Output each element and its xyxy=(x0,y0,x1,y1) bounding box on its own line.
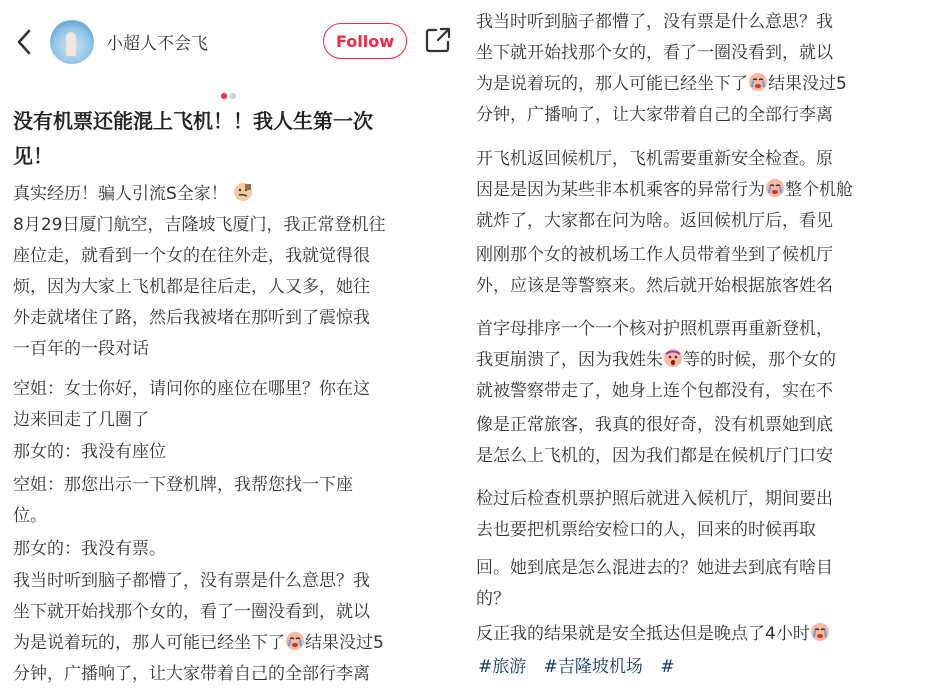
hashtag-list xyxy=(478,652,687,677)
text-line: 检过后检查机票护照后就进入候机厅，期间要出 xyxy=(476,489,833,509)
avatar[interactable] xyxy=(50,20,94,64)
text-line: 坐下就开始找那个女的，看了一圈没看到，就以 xyxy=(13,602,370,622)
text-line: 为是说着玩的，那人可能已经坐下了 结果没过5 xyxy=(13,633,384,653)
text-line: 坐下就开始找那个女的，看了一圈没看到，就以 xyxy=(476,43,833,63)
text-line: 座位走，就看到一个女的在往外走，我就觉得很 xyxy=(13,246,370,266)
text-line: 像是正常旅客，我真的很好奇，没有机票她到底 xyxy=(476,415,833,435)
text-line: 去也要把机票给安检口的人，回来的时候再取 xyxy=(476,520,816,540)
text-line: 为是说着玩的，那人可能已经坐下了 结果没过5 xyxy=(476,74,847,94)
crying-emoji-icon xyxy=(748,72,768,92)
carousel-indicator xyxy=(221,84,239,92)
crying-emoji-icon xyxy=(765,178,785,198)
text-line: 我当时听到脑子都懵了，没有票是什么意思？我 xyxy=(13,571,370,591)
text-line: 反正我的结果就是安全抵达但是晚点了4小时 xyxy=(476,619,830,650)
text-line: 那女的：我没有座位 xyxy=(13,442,166,462)
text-line: 位。 xyxy=(13,506,47,526)
text-line: 首字母排序一个一个核对护照机票再重新登机， xyxy=(476,319,833,339)
text-line: 边来回走了几圈了 xyxy=(13,410,149,430)
text-line: 我更崩溃了，因为我姓朱 等的时候，那个女的 xyxy=(476,350,836,370)
scream-emoji-icon xyxy=(663,348,683,368)
text-line: 刚刚那个女的被机场工作人员带着坐到了候机厅 xyxy=(476,245,833,265)
hashtag-kl-airport[interactable]: #吉隆坡机场 xyxy=(543,657,643,677)
hashtag-empty[interactable]: # xyxy=(660,657,675,677)
follow-button[interactable]: Follow xyxy=(323,23,407,59)
smirk-emoji-icon xyxy=(233,182,253,202)
text-line: 回。她到底是怎么混进去的？她进去到底有啥目 xyxy=(476,558,833,578)
post-left-panel xyxy=(0,0,470,700)
post-header xyxy=(0,14,470,70)
text-line: 是怎么上飞机的，因为我们都是在候机厅门口安 xyxy=(476,446,833,466)
text-line: 分钟，广播响了，让大家带着自己的全部行李离 xyxy=(13,664,370,684)
crying-emoji-icon xyxy=(285,631,305,651)
carousel-dot[interactable] xyxy=(230,93,236,99)
chevron-left-icon[interactable] xyxy=(14,28,34,56)
text-line: 空姐：那您出示一下登机牌，我帮您找一下座 xyxy=(13,475,353,495)
text-line: 烦，因为大家上飞机都是往后走，人又多，她往 xyxy=(13,277,370,297)
text-line: 一百年的一段对话 xyxy=(13,339,149,359)
text-line: 外走就堵住了路，然后我被堵在那听到了震惊我 xyxy=(13,308,370,328)
text-line: 就被警察带走了，她身上连个包都没有，实在不 xyxy=(476,381,833,401)
text-line: 分钟，广播响了，让大家带着自己的全部行李离 xyxy=(476,105,833,125)
text-line: 就炸了，大家都在问为啥。返回候机厅后，看见 xyxy=(476,211,833,231)
hashtag-travel[interactable]: #旅游 xyxy=(478,657,527,677)
text-line: 开飞机返回候机厅，飞机需要重新安全检查。原 xyxy=(476,149,833,169)
post-title: 没有机票还能混上飞机！！我人生第一次 见！ xyxy=(13,109,373,168)
text-line: 外，应该是等警察来。然后就开始根据旅客姓名 xyxy=(476,276,833,296)
text-line: 的？ xyxy=(476,589,510,609)
share-icon[interactable] xyxy=(424,26,452,54)
username[interactable]: 小超人不会飞 xyxy=(106,34,208,54)
crying-emoji-icon xyxy=(810,622,830,642)
text-line: 那女的：我没有票。 xyxy=(13,539,166,559)
text-line: 空姐：女士你好，请问你的座位在哪里？你在这 xyxy=(13,379,370,399)
text-line: 因是是因为某些非本机乘客的异常行为 整个机舱 xyxy=(476,180,853,200)
text-line: 8月29日厦门航空，吉隆坡飞厦门，我正常登机往 xyxy=(13,215,386,235)
text-line: 我当时听到脑子都懵了，没有票是什么意思？我 xyxy=(476,12,833,32)
text-line: 真实经历！骗人引流S全家！ xyxy=(13,179,253,209)
carousel-dot-active[interactable] xyxy=(221,93,227,99)
